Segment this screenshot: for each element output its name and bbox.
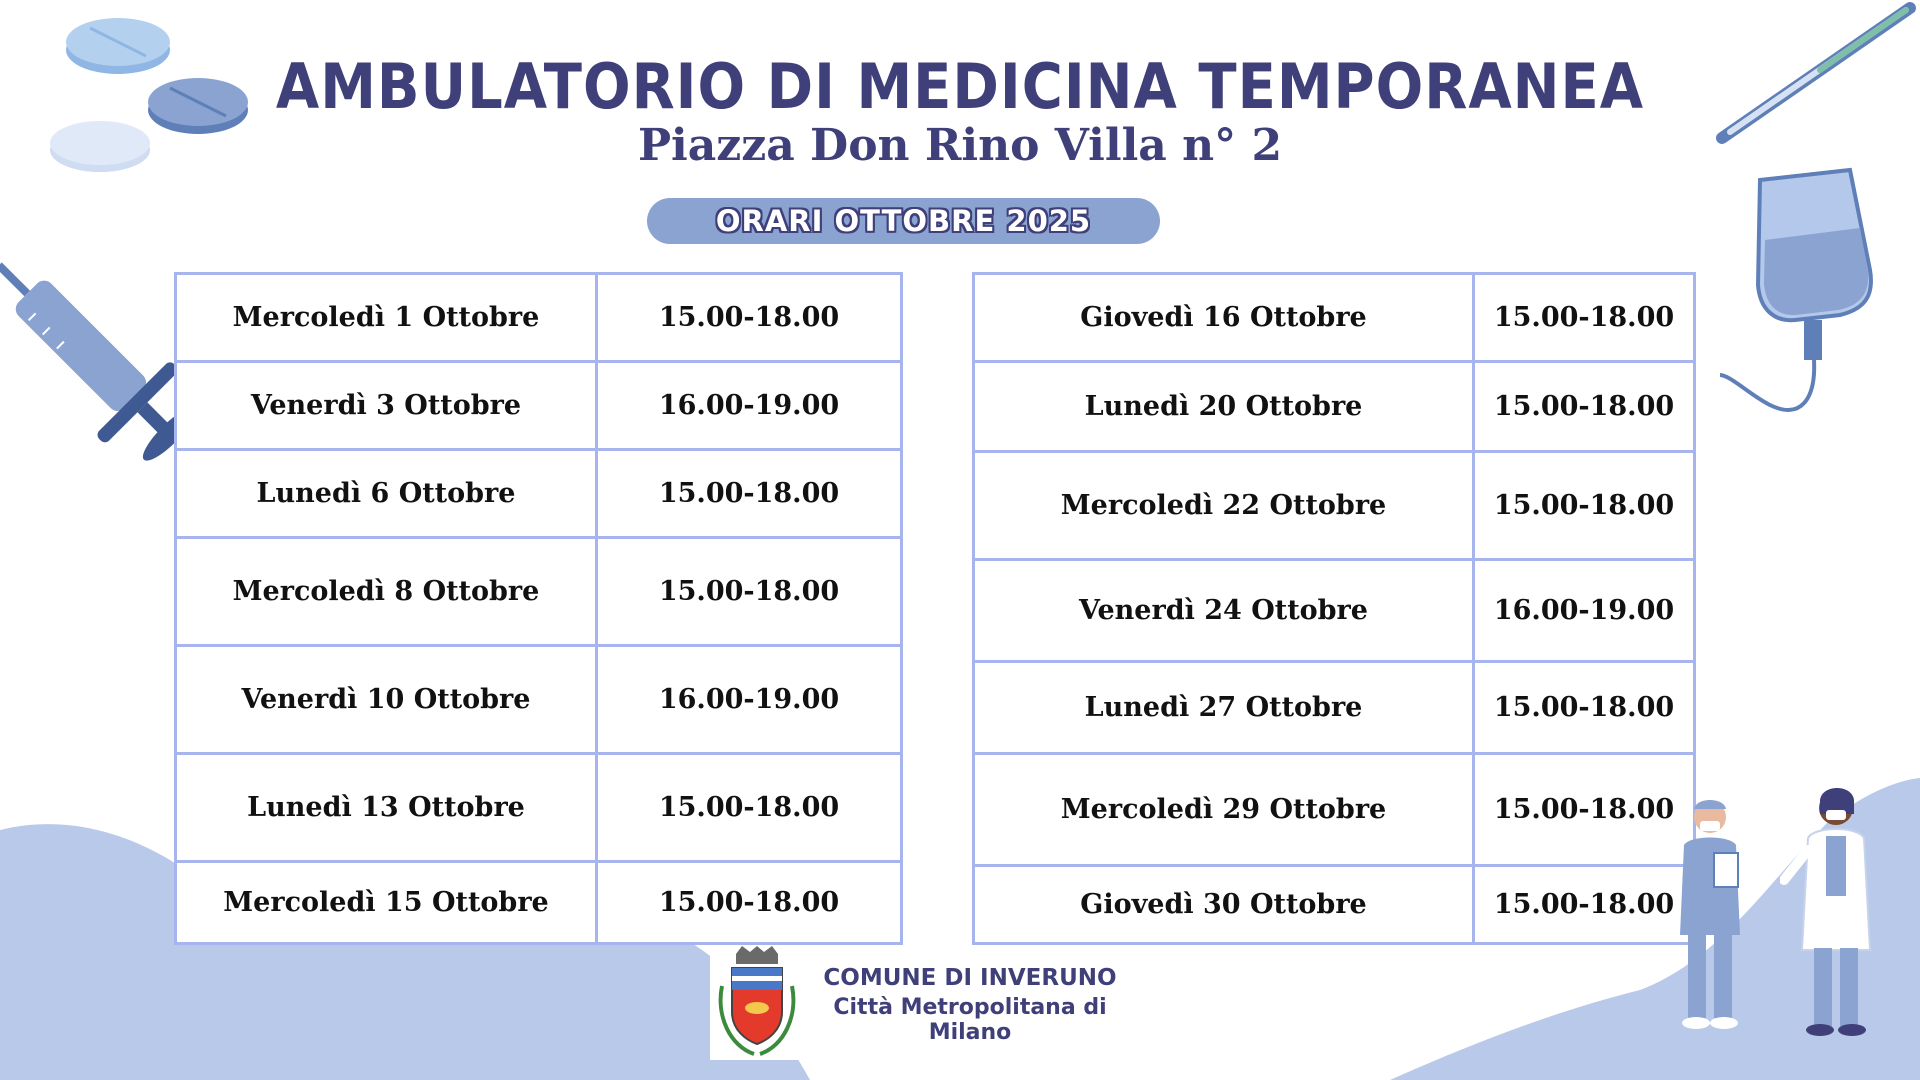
table-row	[974, 362, 1695, 452]
syringe-icon	[0, 240, 200, 470]
municipality-region: Città Metropolitana di Milano	[833, 995, 1107, 1045]
day-cell: Venerdì 24 Ottobre	[974, 560, 1474, 662]
hours-cell: 15.00-18.00	[1474, 452, 1695, 560]
table-row	[176, 538, 902, 646]
day-cell: Lunedì 6 Ottobre	[176, 450, 597, 538]
hours-cell: 15.00-18.00	[1474, 362, 1695, 452]
day-cell: Mercoledì 29 Ottobre	[974, 754, 1474, 866]
table-row	[974, 662, 1695, 754]
table-row	[176, 450, 902, 538]
hours-cell: 15.00-18.00	[1474, 866, 1695, 944]
iv-bag-icon	[1720, 160, 1920, 420]
municipality-name: COMUNE DI INVERUNO	[823, 965, 1117, 991]
hours-cell: 15.00-18.00	[597, 538, 902, 646]
day-cell: Lunedì 13 Ottobre	[176, 754, 597, 862]
table-row	[176, 646, 902, 754]
doctor-illustration	[1780, 780, 1890, 1040]
coat-of-arms-icon	[710, 946, 805, 1060]
month-badge	[647, 198, 1160, 244]
hours-cell: 15.00-18.00	[597, 274, 902, 362]
hours-cell: 15.00-18.00	[597, 754, 902, 862]
table-row	[974, 754, 1695, 866]
table-row	[974, 452, 1695, 560]
table-row	[176, 274, 902, 362]
coat-of-arms	[710, 946, 805, 1060]
day-cell: Mercoledì 22 Ottobre	[974, 452, 1474, 560]
day-cell: Mercoledì 15 Ottobre	[176, 862, 597, 944]
day-cell: Mercoledì 8 Ottobre	[176, 538, 597, 646]
hours-cell: 15.00-18.00	[1474, 274, 1695, 362]
schedule-table-right	[972, 272, 1696, 945]
table-row	[176, 362, 902, 450]
day-cell: Mercoledì 1 Ottobre	[176, 274, 597, 362]
table-row	[974, 560, 1695, 662]
hours-cell: 15.00-18.00	[597, 450, 902, 538]
table-row	[974, 866, 1695, 944]
hours-cell: 15.00-18.00	[1474, 754, 1695, 866]
schedule-table-left	[174, 272, 903, 945]
nurse-illustration	[1660, 795, 1760, 1035]
hours-cell: 15.00-18.00	[597, 862, 902, 944]
day-cell: Giovedì 30 Ottobre	[974, 866, 1474, 944]
day-cell: Giovedì 16 Ottobre	[974, 274, 1474, 362]
month-badge-label: ORARI OTTOBRE 2025	[715, 204, 1092, 238]
hours-cell: 16.00-19.00	[597, 646, 902, 754]
day-cell: Venerdì 10 Ottobre	[176, 646, 597, 754]
hours-cell: 16.00-19.00	[597, 362, 902, 450]
table-row	[974, 274, 1695, 362]
day-cell: Venerdì 3 Ottobre	[176, 362, 597, 450]
day-cell: Lunedì 27 Ottobre	[974, 662, 1474, 754]
page-title: AMBULATORIO DI MEDICINA TEMPORANEA	[275, 51, 1645, 124]
hours-cell: 16.00-19.00	[1474, 560, 1695, 662]
hours-cell: 15.00-18.00	[1474, 662, 1695, 754]
page-subtitle: Piazza Don Rino Villa n° 2	[637, 120, 1283, 171]
day-cell: Lunedì 20 Ottobre	[974, 362, 1474, 452]
table-row	[176, 754, 902, 862]
table-row	[176, 862, 902, 944]
